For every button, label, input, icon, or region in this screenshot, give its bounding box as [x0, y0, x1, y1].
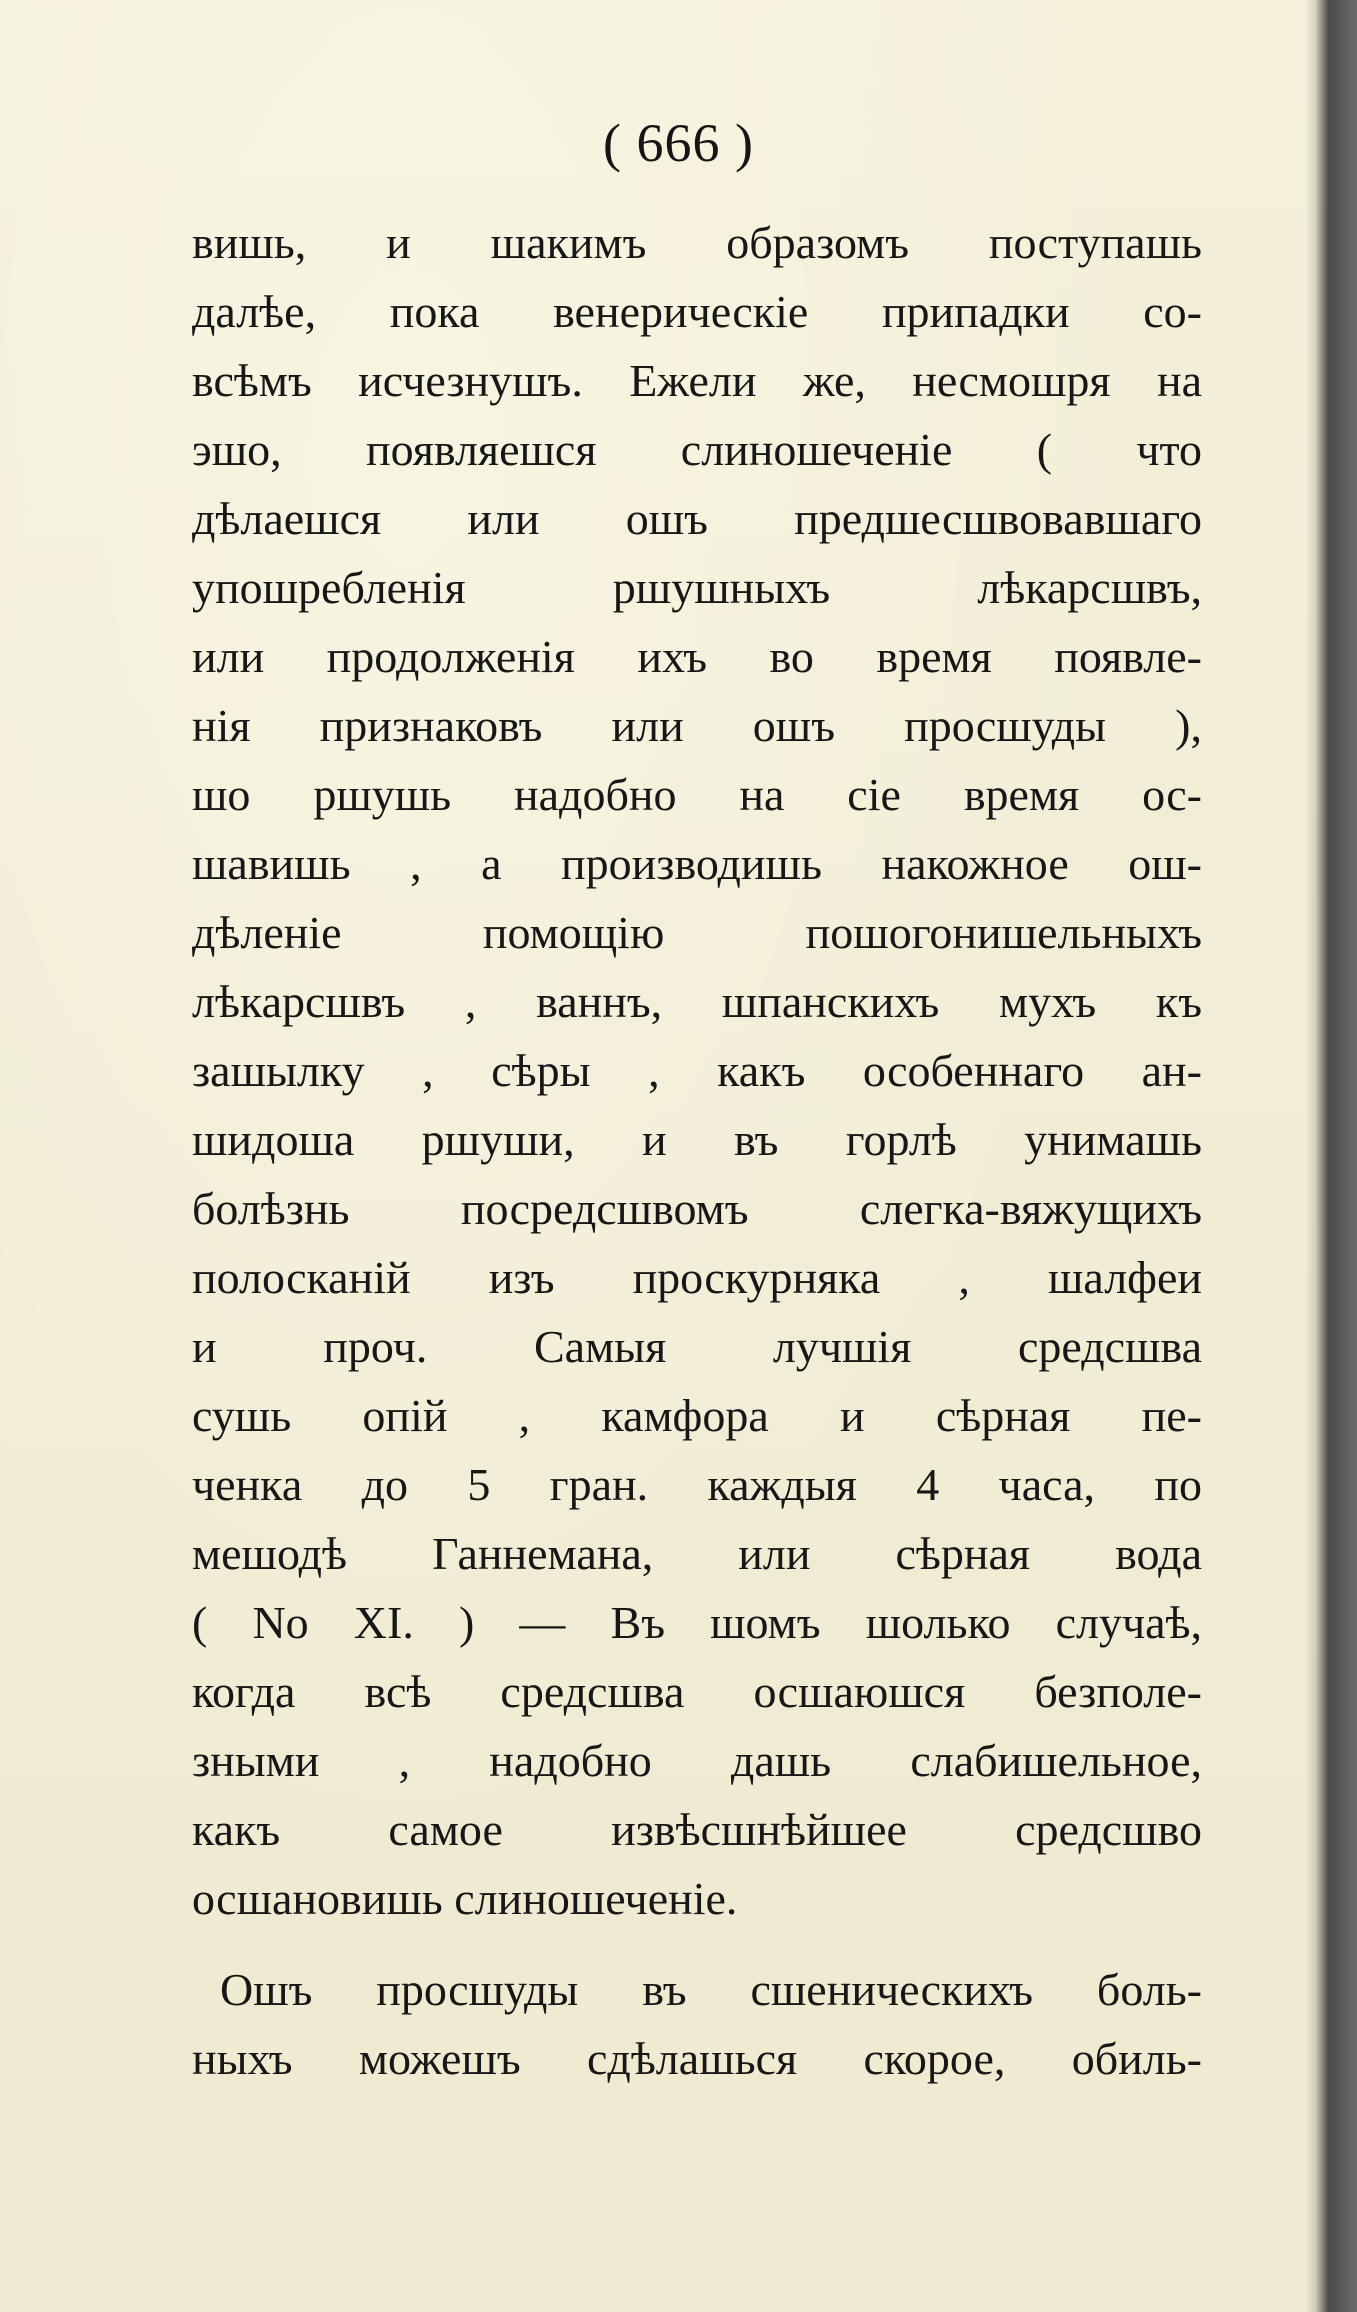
text-line-25: осшановишь слиношеченiе.	[192, 1873, 738, 1924]
text-line-18: сушь опiй , камфора и сѣрная пе-	[192, 1390, 1202, 1441]
text-line-20: мешодѣ Ганнемана, или сѣрная вода	[192, 1528, 1202, 1579]
text-line-21: ( No XI. ) — Въ шомъ шолько случаѣ,	[192, 1597, 1202, 1648]
text-line-4: эшо, появляешся слиношеченiе ( что	[192, 424, 1202, 475]
text-line-8: нiя признаковъ или ошъ просшуды ),	[192, 700, 1202, 751]
text-line-11: дѣленiе помощiю пошогонишельныхъ	[192, 907, 1202, 958]
text-line-15: болѣзнь посредсшвомъ слегка-вяжущихъ	[192, 1183, 1202, 1234]
text-line-22: когда всѣ средсшва осшаюшся безполе-	[192, 1666, 1202, 1717]
text-line-17: и проч. Самыя лучшiя средсшва	[192, 1321, 1202, 1372]
text-line-27: ныхъ можешъ сдѣлашься скорое, обиль-	[192, 2033, 1202, 2084]
text-line-2: далѣе, пока венерическiе припадки со-	[192, 286, 1202, 337]
text-line-3: всѣмъ исчезнушъ. Ежели же, несмошря на	[192, 355, 1202, 406]
text-line-14: шидоша ршуши, и въ горлѣ унимашь	[192, 1114, 1202, 1165]
text-line-6: упошребленiя ршушныхъ лѣкарсшвъ,	[192, 562, 1202, 613]
text-line-26: Ошъ просшуды въ сшеническихъ боль-	[220, 1964, 1202, 2015]
body-text	[192, 208, 1202, 2093]
text-line-23: зными , надобно дашь слабишельное,	[192, 1735, 1202, 1786]
text-line-24: какъ самое извѣсшнѣйшее средсшво	[192, 1804, 1202, 1855]
page-edge-shadow	[1305, 0, 1357, 2312]
text-line-13: зашылку , сѣры , какъ особеннаго ан-	[192, 1045, 1202, 1096]
text-line-1: вишь, и шакимъ образомъ поступашь	[192, 217, 1202, 268]
text-line-19: ченка до 5 гран. каждыя 4 часа, по	[192, 1459, 1202, 1510]
text-line-7: или продолженiя ихъ во время появле-	[192, 631, 1202, 682]
text-line-10: шавишь , а производишь накожное ош-	[192, 838, 1202, 889]
text-line-9: шо ршушь надобно на сiе время ос-	[192, 769, 1202, 820]
text-line-5: дѣлаешся или ошъ предшесшвовавшаго	[192, 493, 1202, 544]
page-number: ( 666 )	[603, 113, 754, 173]
text-line-12: лѣкарсшвъ , ваннъ, шпанскихъ мухъ къ	[192, 976, 1202, 1027]
text-line-16: полосканiй изъ проскурняка , шалфеи	[192, 1252, 1202, 1303]
